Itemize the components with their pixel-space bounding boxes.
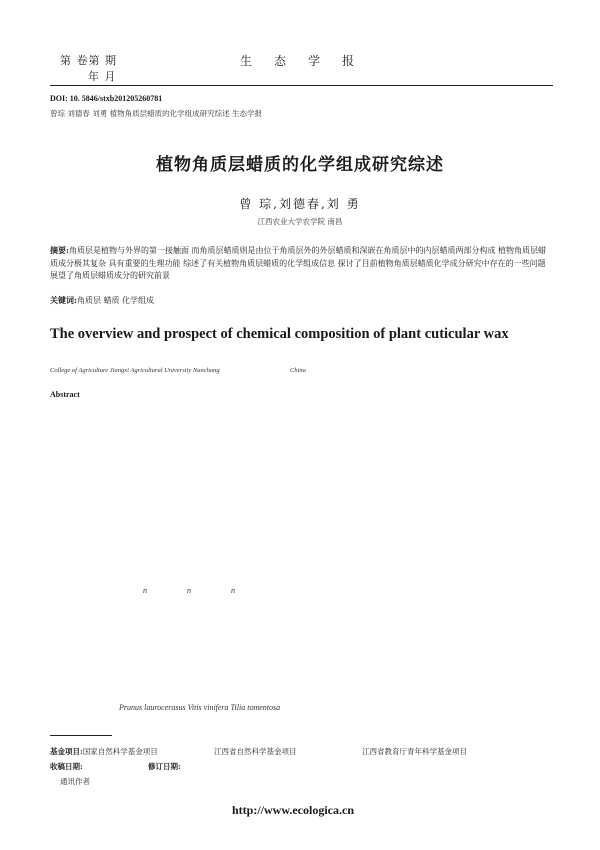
abstract-zh	[50, 244, 548, 283]
affiliation-en: College of Agriculture Jiangxi Agricultural University Nanchang	[50, 367, 220, 374]
footer-url[interactable]: http://www.ecologica.cn	[232, 803, 354, 817]
header-rule	[50, 85, 553, 86]
abstract-zh-label: 摘要:	[50, 245, 69, 255]
paper-title-en: The overview and prospect of chemical composition of plant cuticular wax	[50, 326, 509, 342]
fund-item-2: 江西省自然科学基金项目	[214, 747, 297, 756]
keywords-zh	[50, 294, 548, 308]
keywords-label: 关键词:	[50, 295, 77, 305]
abstract-zh-text: 角质层是植物与外界的第一接触面 而角质层蜡质则是由位于角质层外的外层蜡质和深嵌在角质层中的内层蜡质两部分构成 植物角质层蜡质成分极其复杂 具有重要的生理功能 综述了有关植物角质层蜡质的化学组成信息 探讨了目前植物角质层蜡质化学成分研究中存在的一些问题 展望了角质层蜡质成分的研究前景	[50, 246, 547, 280]
received-date-label: 收稿日期:	[50, 762, 83, 771]
keywords-text: 角质层 蜡质 化学组成	[76, 296, 155, 305]
revised-date-label: 修订日期:	[148, 762, 181, 771]
abstract-en-label: Abstract	[50, 390, 80, 399]
abstract-en-fragment: n	[231, 586, 235, 595]
affiliation-en-country: China	[290, 367, 306, 374]
citation-line: 曾琮 刘德春 刘勇 植物角质层蜡质的化学组成研究综述 生态学报	[50, 109, 263, 118]
issue-date-line: 年 月	[88, 70, 117, 83]
abstract-en-species: Prunus laurocerasus Vitis vinifera Tilia tomentosa	[119, 703, 281, 712]
doi: DOI: 10. 5846/stxb201205260781	[50, 94, 163, 103]
fund-line	[50, 746, 158, 757]
fund-item-1: 国家自然科学基金项目	[82, 747, 158, 756]
affiliation-zh: 江西农业大学农学院 南昌	[257, 217, 343, 226]
authors: 曾 琮,刘德春,刘 勇	[239, 197, 361, 211]
issue-volume-line: 第 卷第 期	[60, 54, 117, 67]
footnote-rule	[50, 735, 112, 736]
fund-item-3: 江西省教育厅青年科学基金项目	[362, 747, 467, 756]
journal-name: 生态学报	[240, 54, 377, 68]
fund-label: 基金项目:	[50, 747, 83, 756]
abstract-en-fragment: n	[187, 586, 191, 595]
abstract-en-fragment: n	[143, 586, 147, 595]
paper-title-zh: 植物角质层蜡质的化学组成研究综述	[156, 155, 444, 175]
corresponding-author: 通讯作者	[60, 777, 90, 786]
